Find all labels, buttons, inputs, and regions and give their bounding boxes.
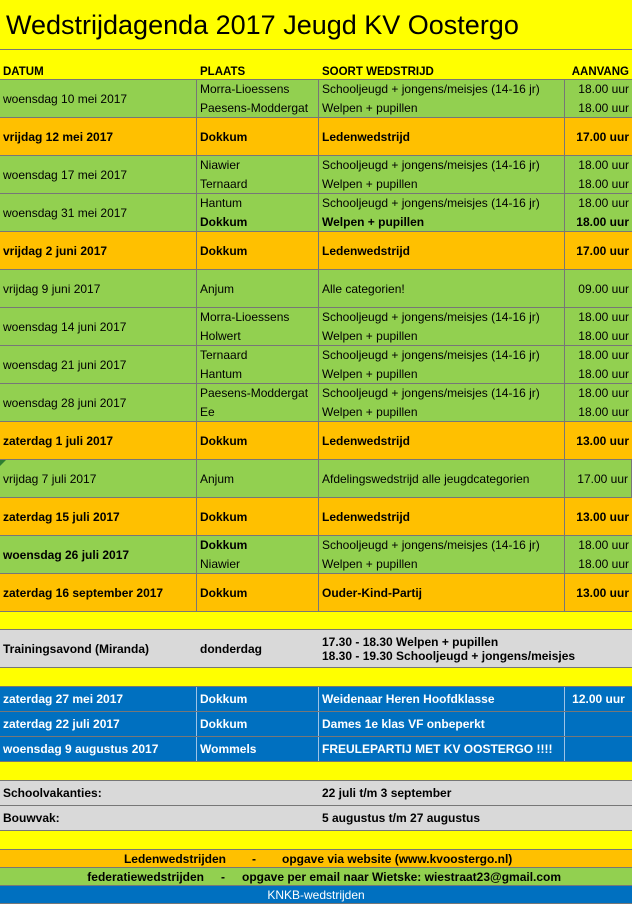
legend-knkb: [0, 886, 632, 904]
cell-plaats-line: Anjum: [200, 471, 235, 486]
cell-plaats-line: Holwert: [200, 328, 241, 343]
knkb-row: [0, 712, 632, 737]
legend-dash: -: [252, 852, 256, 866]
cell-datum: vrijdag 9 juni 2017: [0, 270, 197, 307]
cell-aanvang-line: 13.00 uur: [576, 433, 629, 448]
cell-aanvang-line: 13.00 uur: [576, 585, 629, 600]
knkb-cell-plaats: Dokkum: [197, 712, 319, 736]
cell-aanvang-line: 13.00 uur: [576, 509, 629, 524]
cell-plaats: [197, 536, 319, 573]
cell-aanvang-line: 18.00 uur: [578, 81, 629, 96]
table-row: [0, 460, 632, 498]
cell-plaats-line: Dokkum: [200, 243, 248, 258]
cell-soort: [319, 156, 565, 193]
page-title: Wedstrijdagenda 2017 Jeugd KV Oostergo: [0, 0, 632, 50]
cell-aanvang-line: 18.00 uur: [578, 537, 629, 552]
cell-plaats: [197, 118, 319, 155]
training-row: [0, 630, 632, 668]
cell-aanvang: [565, 346, 632, 383]
cell-plaats: [197, 80, 319, 117]
cell-aanvang: [565, 460, 632, 497]
cell-plaats-line: Hantum: [200, 366, 243, 381]
cell-plaats-line: Hantum: [200, 195, 243, 210]
header-soort: SOORT WEDSTRIJD: [322, 66, 434, 78]
knkb-row: [0, 687, 632, 712]
table-row: [0, 384, 632, 422]
knkb-cell-aanvang: [565, 712, 632, 736]
cell-datum: woensdag 17 mei 2017: [0, 156, 197, 193]
cell-datum: woensdag 31 mei 2017: [0, 194, 197, 231]
legend-name: Ledenwedstrijden: [123, 852, 226, 866]
cell-soort-line: Schooljeugd + jongens/meisjes (14-16 jr): [322, 81, 540, 96]
table-row: [0, 80, 632, 118]
knkb-cell-soort: FREULEPARTIJ MET KV OOSTERGO !!!!: [319, 737, 565, 761]
cell-soort-line: Schooljeugd + jongens/meisjes (14-16 jr): [322, 309, 540, 324]
cell-soort: [319, 422, 565, 459]
cell-plaats-line: Dokkum: [200, 214, 248, 229]
table-row: [0, 498, 632, 536]
cell-plaats: [197, 460, 319, 497]
cell-aanvang-line: 18.00 uur: [578, 195, 629, 210]
cell-plaats: [197, 346, 319, 383]
cell-soort: [319, 80, 565, 117]
cell-aanvang-line: 18.00 uur: [578, 157, 629, 172]
cell-plaats-line: Dokkum: [200, 129, 248, 144]
knkb-cell-datum: zaterdag 22 juli 2017: [0, 712, 197, 736]
cell-soort-line: Schooljeugd + jongens/meisjes (14-16 jr): [322, 347, 540, 362]
spacer-row: [0, 831, 632, 850]
cell-soort-line: Ledenwedstrijd: [322, 129, 411, 144]
cell-plaats: [197, 384, 319, 421]
knkb-cell-aanvang: 12.00 uur: [572, 692, 625, 706]
cell-datum: woensdag 28 juni 2017: [0, 384, 197, 421]
cell-soort-line: Schooljeugd + jongens/meisjes (14-16 jr): [322, 385, 540, 400]
cell-aanvang: [565, 498, 632, 535]
cell-soort: [319, 384, 565, 421]
table-row: [0, 232, 632, 270]
training-slots: [319, 630, 632, 667]
table-row: [0, 422, 632, 460]
cell-plaats-line: Ternaard: [200, 176, 248, 191]
table-row: [0, 270, 632, 308]
cell-plaats-line: Dokkum: [200, 509, 248, 524]
cell-soort: [319, 498, 565, 535]
cell-plaats-line: Ee: [200, 404, 215, 419]
cell-aanvang: [565, 156, 632, 193]
cell-soort-line: Ouder-Kind-Partij: [322, 585, 423, 600]
cell-aanvang-line: 18.00 uur: [576, 214, 629, 229]
knkb-cell-plaats: Wommels: [197, 737, 319, 761]
vakantie-row: [0, 806, 632, 831]
spacer-row: [0, 668, 632, 687]
table-row: [0, 194, 632, 232]
spacer-row: [0, 612, 632, 630]
cell-datum: vrijdag 2 juni 2017: [0, 232, 197, 269]
cell-aanvang-line: 18.00 uur: [578, 176, 629, 191]
cell-datum: vrijdag 12 mei 2017: [0, 118, 197, 155]
cell-aanvang-line: 17.00 uur: [576, 129, 629, 144]
cell-soort: [319, 308, 565, 345]
cell-plaats: [197, 156, 319, 193]
cell-soort-line: Welpen + pupillen: [322, 176, 418, 191]
cell-aanvang: [565, 422, 632, 459]
cell-plaats: [197, 232, 319, 269]
cell-aanvang-line: 18.00 uur: [578, 309, 629, 324]
cell-datum: woensdag 14 juni 2017: [0, 308, 197, 345]
cell-plaats-line: Anjum: [200, 281, 235, 296]
cell-aanvang: [565, 80, 632, 117]
vakantie-value: 22 juli t/m 3 september: [322, 786, 452, 800]
cell-plaats: [197, 194, 319, 231]
cell-plaats-line: Paesens-Moddergat: [200, 100, 309, 115]
cell-aanvang: [565, 574, 632, 611]
legend-name: federatiewedstrijden: [87, 870, 204, 884]
cell-plaats: [197, 574, 319, 611]
cell-aanvang-line: 18.00 uur: [578, 100, 629, 115]
table-row: [0, 118, 632, 156]
table-row: [0, 536, 632, 574]
spacer-row: [0, 762, 632, 781]
vakantie-row: [0, 781, 632, 806]
table-row: [0, 346, 632, 384]
header-datum: DATUM: [3, 66, 44, 78]
knkb-cell-soort: Weidenaar Heren Hoofdklasse: [319, 687, 565, 711]
training-label: Trainingsavond (Miranda): [3, 641, 150, 656]
cell-plaats: [197, 308, 319, 345]
cell-soort-line: Alle categorien!: [322, 281, 405, 296]
training-slot: 17.30 - 18.30 Welpen + pupillen: [322, 634, 499, 649]
cell-soort: [319, 346, 565, 383]
knkb-cell-datum: woensdag 9 augustus 2017: [0, 737, 197, 761]
cell-soort-line: Schooljeugd + jongens/meisjes (14-16 jr): [322, 157, 540, 172]
cell-soort: [319, 574, 565, 611]
cell-plaats: [197, 498, 319, 535]
cell-datum: zaterdag 16 september 2017: [0, 574, 197, 611]
table-row: [0, 156, 632, 194]
legend-text: opgave via website (www.kvoostergo.nl): [282, 852, 513, 866]
cell-soort-line: Ledenwedstrijd: [322, 509, 411, 524]
knkb-rows: [0, 687, 632, 762]
vakantie-label: Schoolvakanties:: [3, 786, 102, 800]
schedule-rows: [0, 80, 632, 612]
cell-plaats: [197, 422, 319, 459]
table-row: [0, 308, 632, 346]
cell-plaats-line: Dokkum: [200, 585, 248, 600]
training-slot: 18.30 - 19.30 Schooljeugd + jongens/meisjes: [322, 648, 576, 663]
knkb-row: [0, 737, 632, 762]
cell-aanvang: [565, 232, 632, 269]
vakantie-label: Bouwvak:: [3, 811, 60, 825]
legend-text: opgave per email naar Wietske: wiestraat23@gmail.com: [242, 870, 562, 884]
cell-aanvang: [565, 118, 632, 155]
header-plaats: PLAATS: [200, 66, 246, 78]
cell-datum: zaterdag 15 juli 2017: [0, 498, 197, 535]
cell-soort-line: Welpen + pupillen: [322, 214, 425, 229]
header-aanvang: AANVANG: [571, 66, 629, 78]
cell-soort-line: Welpen + pupillen: [322, 556, 418, 571]
cell-soort-line: Ledenwedstrijd: [322, 243, 411, 258]
cell-plaats-line: Morra-Lioessens: [200, 81, 290, 96]
knkb-cell-plaats: Dokkum: [197, 687, 319, 711]
cell-aanvang: [565, 270, 632, 307]
cell-soort: [319, 232, 565, 269]
cell-aanvang: [565, 384, 632, 421]
cell-soort-line: Welpen + pupillen: [322, 100, 418, 115]
legend-name: KNKB-wedstrijden: [267, 888, 365, 902]
cell-soort: [319, 194, 565, 231]
cell-aanvang-line: 18.00 uur: [578, 404, 629, 419]
cell-soort-line: Schooljeugd + jongens/meisjes (14-16 jr): [322, 537, 540, 552]
cell-aanvang-line: 18.00 uur: [578, 328, 629, 343]
cell-aanvang-line: 17.00 uur: [576, 243, 629, 258]
cell-soort: [319, 460, 565, 497]
comment-marker-icon: [0, 460, 6, 466]
cell-aanvang-line: 17.00 uur: [577, 471, 628, 486]
cell-soort-line: Welpen + pupillen: [322, 404, 418, 419]
cell-aanvang-line: 09.00 uur: [578, 281, 629, 296]
cell-aanvang: [565, 536, 632, 573]
knkb-cell-soort: Dames 1e klas VF onbeperkt: [319, 712, 565, 736]
cell-datum: zaterdag 1 juli 2017: [0, 422, 197, 459]
cell-aanvang: [565, 308, 632, 345]
header-row: [0, 50, 632, 80]
cell-soort: [319, 536, 565, 573]
cell-soort-line: Schooljeugd + jongens/meisjes (14-16 jr): [322, 195, 540, 210]
cell-soort-line: Ledenwedstrijd: [322, 433, 411, 448]
legend-federatiewedstrijden: [0, 868, 632, 886]
cell-soort-line: Afdelingswedstrijd alle jeugdcategorien: [322, 471, 530, 486]
vakantie-value: 5 augustus t/m 27 augustus: [322, 811, 481, 825]
cell-plaats: [197, 270, 319, 307]
knkb-cell-datum: zaterdag 27 mei 2017: [0, 687, 197, 711]
cell-datum: woensdag 21 juni 2017: [0, 346, 197, 383]
cell-aanvang: [565, 194, 632, 231]
cell-plaats-line: Niawier: [200, 556, 241, 571]
cell-plaats-line: Dokkum: [200, 537, 248, 552]
cell-soort-line: Welpen + pupillen: [322, 328, 418, 343]
cell-plaats-line: Ternaard: [200, 347, 248, 362]
training-day: donderdag: [200, 641, 262, 656]
cell-soort-line: Welpen + pupillen: [322, 366, 418, 381]
legend-ledenwedstrijden: [0, 850, 632, 868]
cell-plaats-line: Paesens-Moddergat: [200, 385, 309, 400]
cell-soort: [319, 118, 565, 155]
legend-dash: -: [221, 870, 225, 884]
knkb-cell-aanvang: [565, 737, 632, 761]
cell-plaats-line: Niawier: [200, 157, 241, 172]
cell-aanvang-line: 18.00 uur: [578, 385, 629, 400]
cell-datum: vrijdag 7 juli 2017: [0, 460, 197, 497]
table-row: [0, 574, 632, 612]
cell-soort: [319, 270, 565, 307]
cell-aanvang-line: 18.00 uur: [578, 347, 629, 362]
cell-aanvang-line: 18.00 uur: [578, 556, 629, 571]
cell-plaats-line: Dokkum: [200, 433, 248, 448]
cell-aanvang-line: 18.00 uur: [578, 366, 629, 381]
cell-datum: woensdag 10 mei 2017: [0, 80, 197, 117]
cell-datum: woensdag 26 juli 2017: [0, 536, 197, 573]
cell-plaats-line: Morra-Lioessens: [200, 309, 290, 324]
